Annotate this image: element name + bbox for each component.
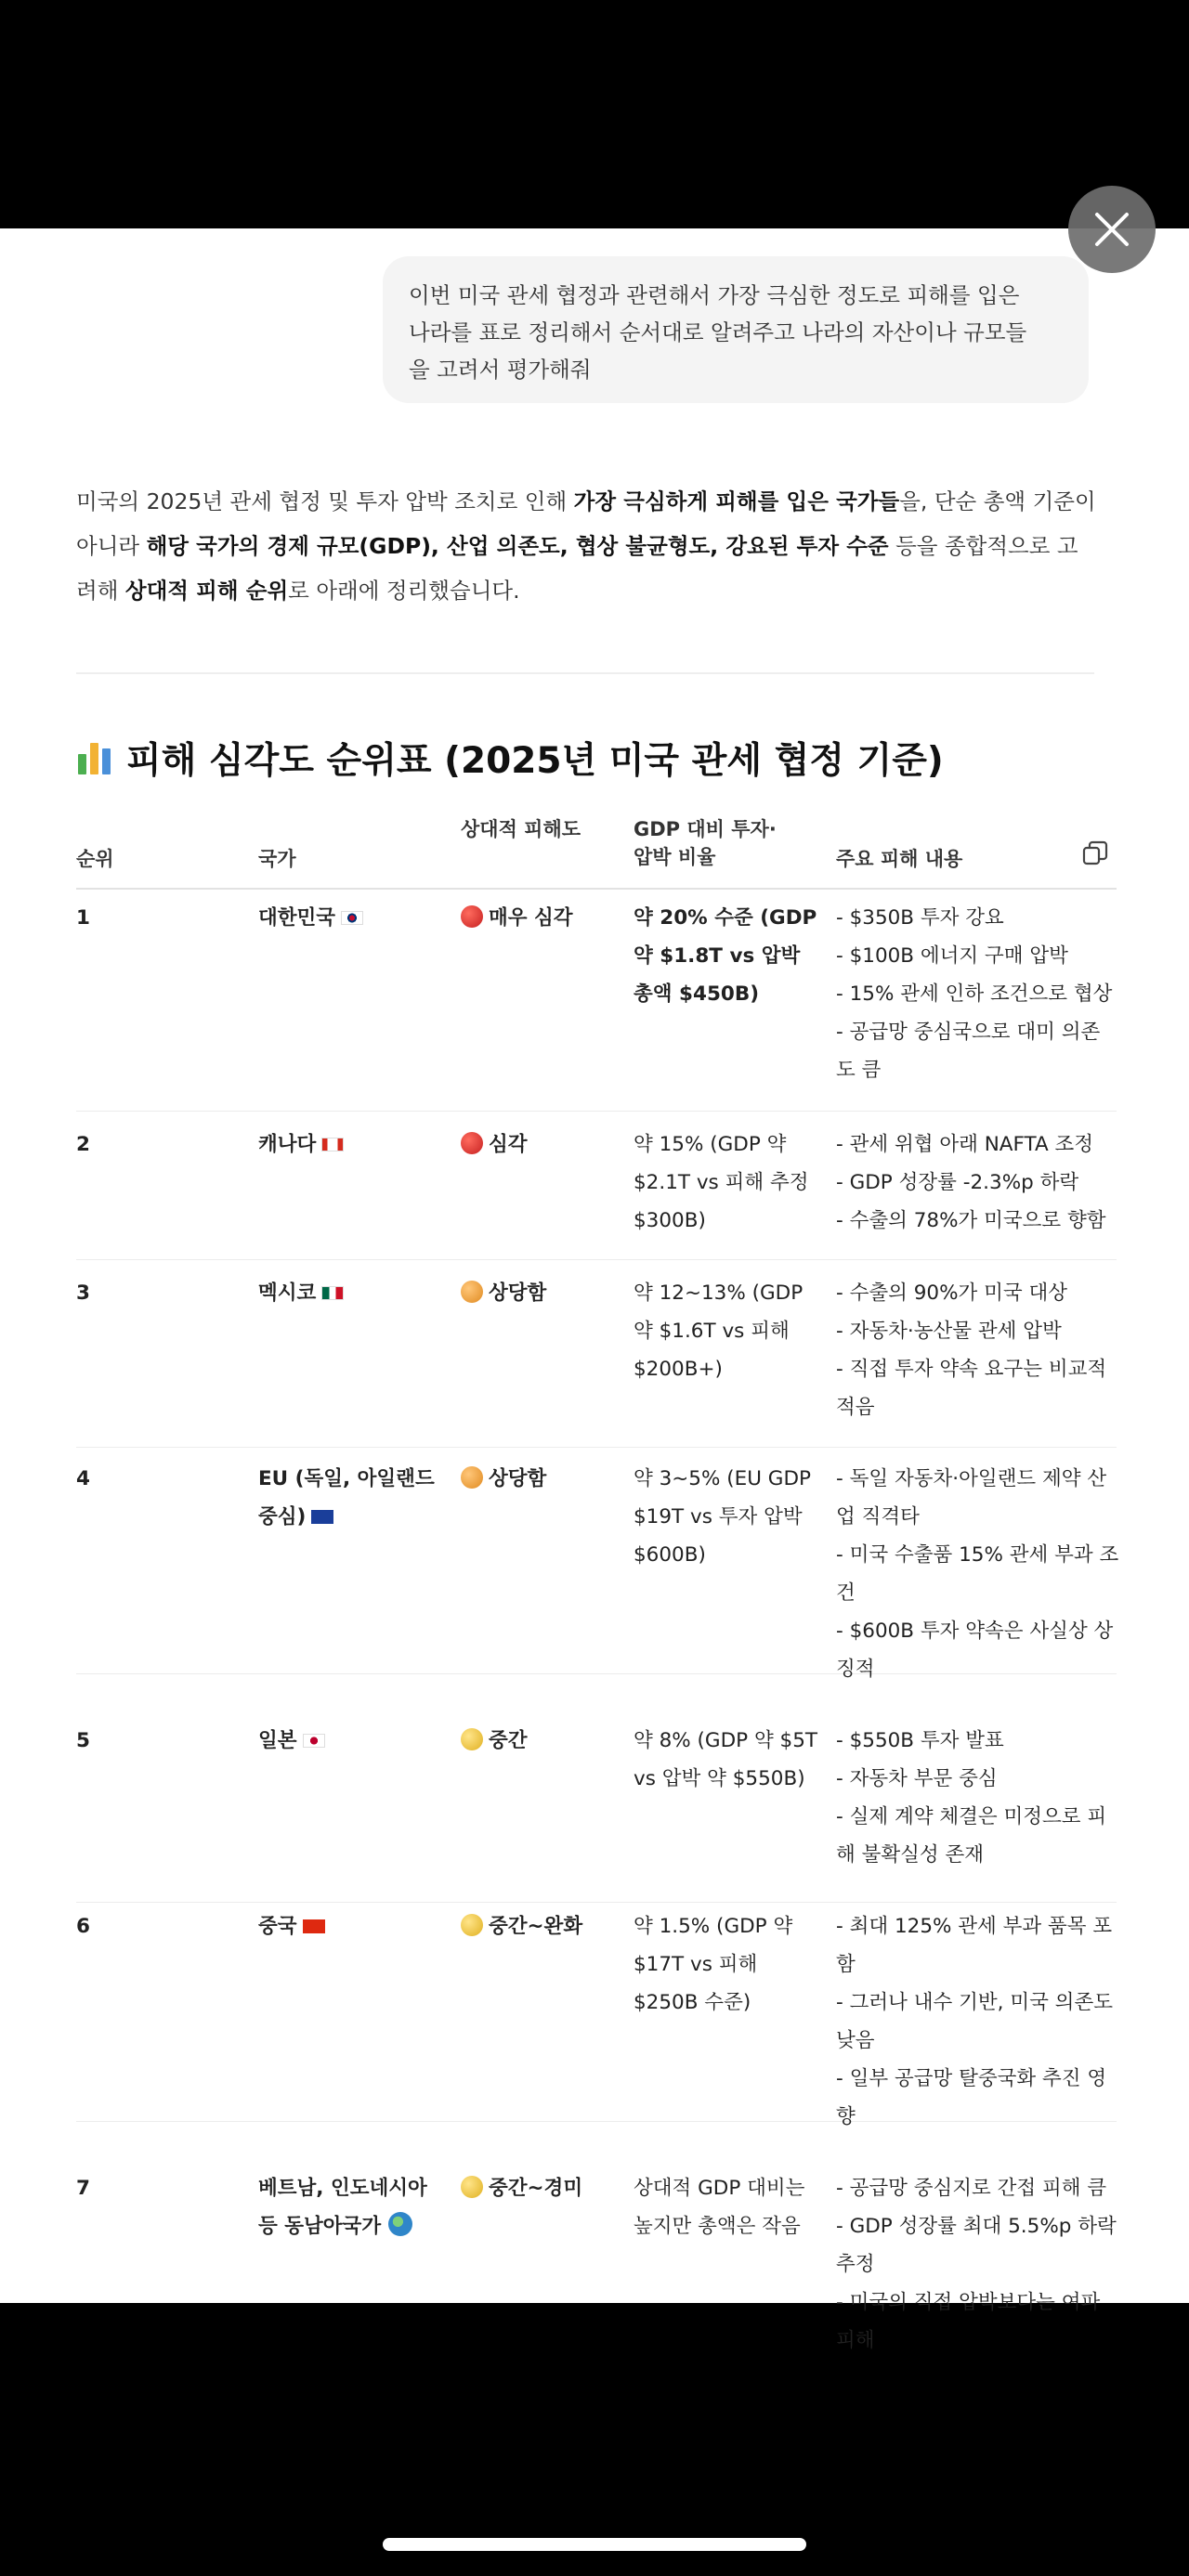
- detail-item: - 관세 위협 아래 NAFTA 조정: [836, 1133, 1094, 1156]
- yellow-circle-icon: [461, 1728, 483, 1750]
- detail-item: - $600B 투자 약속은 사실상 상징적: [836, 1620, 1114, 1681]
- intro-bold: 가장 극심하게 피해를 입은 국가들: [573, 488, 900, 514]
- country-cell: [258, 1274, 444, 1312]
- rank-cell: 3: [76, 1281, 90, 1305]
- detail-item: - 수출의 90%가 미국 대상: [836, 1281, 1068, 1305]
- detail-item: - 그러나 내수 기반, 미국 의존도 낮음: [836, 1991, 1113, 2052]
- details-cell: [836, 899, 1119, 1089]
- detail-item: - 직접 투자 약속 요구는 비교적 적음: [836, 1358, 1107, 1419]
- severity-label: 중간: [489, 1729, 528, 1752]
- country-name: 중국: [258, 1915, 297, 1938]
- table-row: [76, 1274, 1117, 1448]
- severity-cell: [461, 2169, 628, 2207]
- ratio-cell: 약 3~5% (EU GDP $19T vs 투자 압박 $600B): [634, 1467, 811, 1567]
- country-cell: [258, 1460, 444, 1536]
- close-icon: [1093, 211, 1130, 248]
- severity-label: 심각: [489, 1133, 528, 1156]
- table-row: [76, 1460, 1119, 1681]
- red-circle-icon: [461, 1132, 483, 1154]
- table-row: [76, 2169, 1117, 2355]
- country-cell: [258, 1907, 444, 1945]
- detail-item: - 공급망 중심지로 간접 피해 큼: [836, 2177, 1107, 2200]
- section-title: 피해 심각도 순위표 (2025년 미국 관세 협정 기준): [126, 740, 944, 782]
- orange-circle-icon: [461, 1281, 483, 1303]
- flag-china-icon: [303, 1919, 325, 1933]
- detail-item: - 15% 관세 인하 조건으로 협상: [836, 982, 1113, 1006]
- detail-item: - 미국의 직접 압박보다는 여파 피해: [836, 2291, 1101, 2352]
- country-cell: [258, 899, 444, 937]
- user-message-line: 나라를 표로 정리해서 순서대로 알려주고 나라의 자산이나 규모들: [409, 319, 1027, 345]
- severity-label: 중간~완화: [489, 1915, 583, 1938]
- severity-label: 상당함: [489, 1281, 547, 1305]
- detail-item: - 실제 계약 체결은 미정으로 피해 불확실성 존재: [836, 1805, 1107, 1867]
- detail-item: - 자동차·농산물 관세 압박: [836, 1320, 1062, 1343]
- detail-item: - $350B 투자 강요: [836, 906, 1004, 930]
- red-circle-icon: [461, 905, 483, 928]
- user-message-bubble: [383, 256, 1089, 403]
- rank-cell: 4: [76, 1467, 90, 1490]
- intro-text: 등을 종합적으로 고려해: [76, 533, 1078, 604]
- flag-mexico-icon: [321, 1286, 344, 1300]
- table-header: [76, 812, 1117, 890]
- table-row: [76, 1722, 1117, 1903]
- severity-label: 중간~경미: [489, 2177, 583, 2200]
- flag-korea-icon: [341, 911, 363, 925]
- rank-cell: 1: [76, 906, 90, 930]
- country-name: EU (독일, 아일랜드 중심): [258, 1467, 435, 1529]
- user-message-line: 이번 미국 관세 협정과 관련해서 가장 극심한 정도로 피해를 입은: [409, 282, 1020, 308]
- country-name: 베트남, 인도네시아 등 동남아국가: [258, 2177, 427, 2238]
- home-indicator[interactable]: [383, 2538, 806, 2551]
- bar-chart-icon: [76, 739, 113, 776]
- rank-cell: 2: [76, 1133, 90, 1156]
- detail-item: - $100B 에너지 구매 압박: [836, 944, 1068, 968]
- country-name: 캐나다: [258, 1133, 317, 1156]
- user-message-line: 을 고려서 평가해줘: [409, 357, 592, 383]
- severity-cell: [461, 899, 628, 937]
- details-cell: [836, 1125, 1119, 1240]
- detail-item: - 자동차 부문 중심: [836, 1767, 998, 1790]
- copy-icon[interactable]: [1081, 839, 1109, 867]
- detail-item: - GDP 성장률 -2.3%p 하락: [836, 1171, 1079, 1194]
- intro-bold: 상대적 피해 순위: [124, 578, 289, 604]
- flag-canada-icon: [321, 1138, 344, 1151]
- table-row: [76, 1125, 1117, 1260]
- close-button[interactable]: [1068, 186, 1156, 273]
- section-heading: [76, 732, 1098, 784]
- table-row: [76, 1907, 1117, 2128]
- rank-cell: 6: [76, 1915, 90, 1938]
- divider: [76, 672, 1094, 674]
- yellow-circle-icon: [461, 1914, 483, 1936]
- header-ratio: GDP 대비 투자·압박 비율: [634, 818, 777, 868]
- country-cell: [258, 1125, 444, 1164]
- detail-item: - GDP 성장률 최대 5.5%p 하락 추정: [836, 2215, 1117, 2276]
- severity-label: 상당함: [489, 1467, 547, 1490]
- rank-cell: 5: [76, 1729, 90, 1752]
- country-name: 대한민국: [258, 906, 336, 930]
- intro-bold: 해당 국가의 경제 규모(GDP), 산업 의존도, 협상 불균형도, 강요된 투자 수준: [146, 533, 889, 559]
- header-country: 국가: [258, 848, 296, 870]
- flag-eu-icon: [311, 1510, 333, 1524]
- details-cell: [836, 1460, 1119, 1688]
- orange-circle-icon: [461, 1466, 483, 1489]
- header-severity: 상대적 피해도: [461, 818, 581, 840]
- detail-item: - 일부 공급망 탈중국화 추진 영향: [836, 2067, 1107, 2128]
- severity-cell: [461, 1125, 628, 1164]
- intro-text: 을, 단순 총액 기준이 아니라: [76, 488, 1096, 559]
- header-details: 주요 피해 내용: [836, 848, 963, 870]
- details-cell: [836, 1274, 1119, 1426]
- ratio-cell: 약 8% (GDP 약 $5T vs 압박 약 $550B): [634, 1729, 818, 1790]
- severity-cell: [461, 1722, 628, 1760]
- country-name: 일본: [258, 1729, 297, 1752]
- details-cell: [836, 1907, 1119, 2136]
- detail-item: - 공급망 중심국으로 대미 의존도 큼: [836, 1021, 1101, 1082]
- country-cell: [258, 2169, 444, 2245]
- ratio-cell: 약 20% 수준 (GDP 약 $1.8T vs 압박 총액 $450B): [634, 906, 817, 1006]
- ratio-cell: 약 1.5% (GDP 약 $17T vs 피해 $250B 수준): [634, 1915, 793, 2014]
- detail-item: - 최대 125% 관세 부과 품목 포함: [836, 1915, 1113, 1976]
- detail-item: - $550B 투자 발표: [836, 1729, 1004, 1752]
- rank-cell: 7: [76, 2177, 90, 2200]
- detail-item: - 수출의 78%가 미국으로 향함: [836, 1209, 1106, 1232]
- flag-japan-icon: [303, 1734, 325, 1748]
- ratio-cell: 약 12~13% (GDP 약 $1.6T vs 피해 $200B+): [634, 1281, 804, 1381]
- header-rank: 순위: [76, 848, 114, 870]
- ratio-cell: 상대적 GDP 대비는 높지만 총액은 작음: [634, 2177, 805, 2238]
- country-name: 멕시코: [258, 1281, 317, 1305]
- chat-content[interactable]: [0, 228, 1189, 2352]
- severity-cell: [461, 1907, 628, 1945]
- assistant-intro: [76, 479, 1098, 613]
- country-cell: [258, 1722, 444, 1760]
- severity-cell: [461, 1274, 628, 1312]
- severity-label: 매우 심각: [489, 906, 573, 930]
- globe-icon: [388, 2212, 412, 2236]
- details-cell: [836, 2169, 1119, 2360]
- severity-cell: [461, 1460, 628, 1498]
- ratio-cell: 약 15% (GDP 약 $2.1T vs 피해 추정 $300B): [634, 1133, 809, 1232]
- detail-item: - 미국 수출품 15% 관세 부과 조건: [836, 1543, 1119, 1605]
- intro-text: 미국의 2025년 관세 협정 및 투자 압박 조치로 인해: [76, 488, 574, 514]
- details-cell: [836, 1722, 1119, 1874]
- intro-text: 로 아래에 정리했습니다.: [288, 578, 520, 604]
- table-row: [76, 899, 1117, 1112]
- yellow-circle-icon: [461, 2176, 483, 2198]
- detail-item: - 독일 자동차·아일랜드 제약 산업 직격타: [836, 1467, 1107, 1529]
